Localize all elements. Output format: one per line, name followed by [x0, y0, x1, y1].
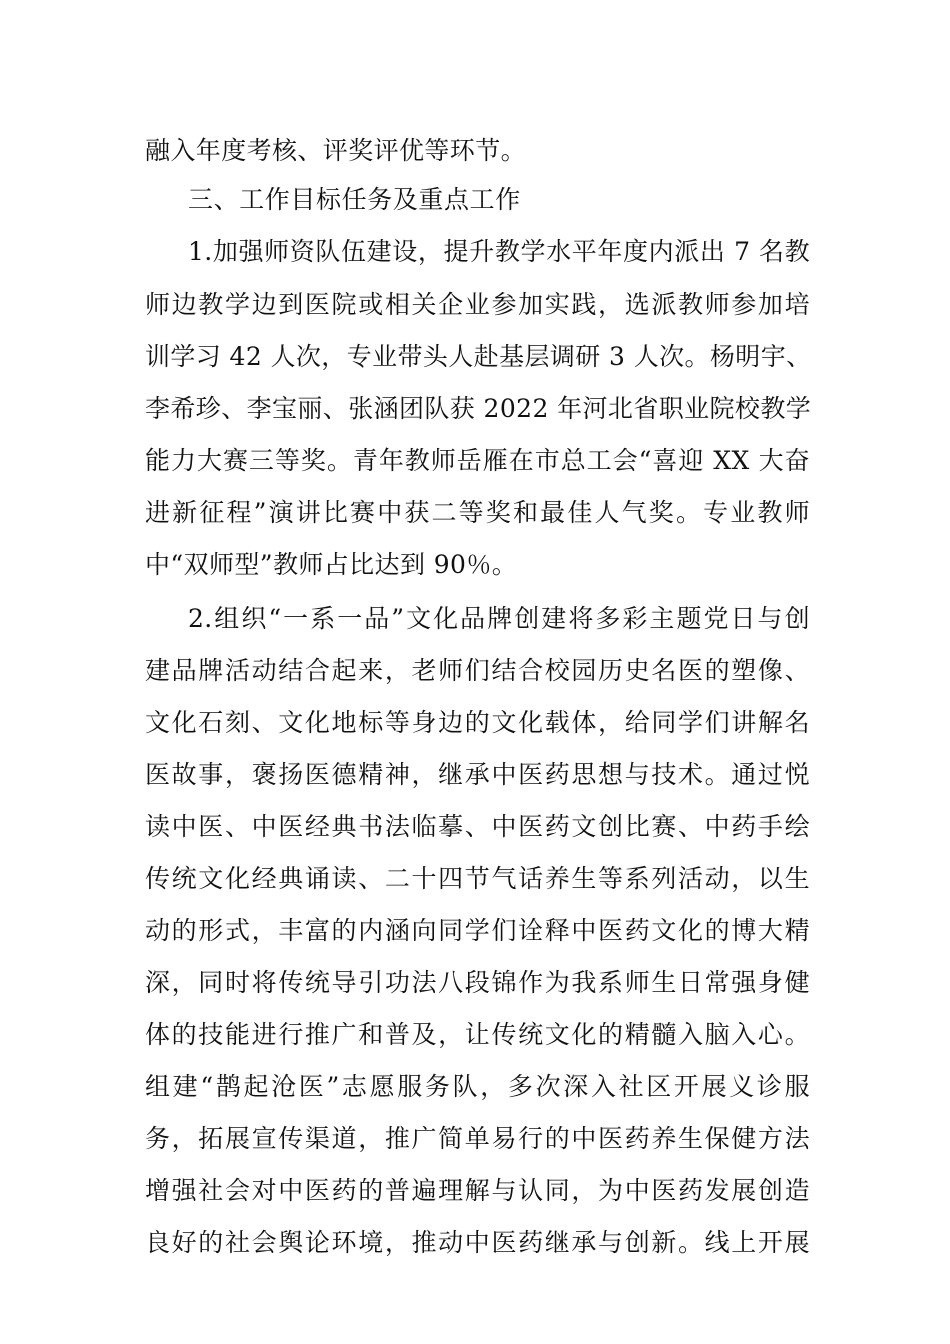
text-line-15: 传统文化经典诵读、二十四节气话养生等系列活动，以生	[145, 864, 810, 893]
text-line-14: 读中医、中医经典书法临摹、中医药文创比赛、中药手绘	[145, 812, 810, 841]
text-line-19: 组建“鹊起沧医”志愿服务队，多次深入社区开展义诊服	[145, 1072, 810, 1101]
text-line-9: 中“双师型”教师占比达到 90％。	[145, 550, 518, 579]
text-line-18: 体的技能进行推广和普及，让传统文化的精髓入脑入心。	[145, 1020, 810, 1049]
section-heading: 三、工作目标任务及重点工作	[188, 185, 521, 214]
text-line-8: 进新征程”演讲比赛中获二等奖和最佳人气奖。专业教师	[145, 498, 810, 527]
text-line-3: 1.加强师资队伍建设，提升教学水平年度内派出 7 名教	[188, 237, 810, 266]
text-line-6: 李希珍、李宝丽、张涵团队获 2022 年河北省职业院校教学	[145, 394, 812, 423]
text-line-21: 增强社会对中医药的普遍理解与认同，为中医药发展创造	[145, 1176, 810, 1205]
text-line-11: 建品牌活动结合起来，老师们结合校园历史名医的塑像、	[145, 656, 810, 685]
text-line-7: 能力大赛三等奖。青年教师岳雁在市总工会“喜迎 XX 大奋	[145, 446, 810, 475]
text-line-20: 务，拓展宣传渠道，推广简单易行的中医药养生保健方法	[145, 1124, 810, 1153]
text-line-16: 动的形式，丰富的内涵向同学们诠释中医药文化的博大精	[145, 916, 810, 945]
text-line-17: 深，同时将传统导引功法八段锦作为我系师生日常强身健	[145, 968, 810, 997]
text-line-1: 融入年度考核、评奖评优等环节。	[145, 136, 527, 165]
text-line-13: 医故事，褒扬医德精神，继承中医药思想与技术。通过悦	[145, 760, 810, 789]
text-line-22: 良好的社会舆论环境，推动中医药继承与创新。线上开展	[145, 1228, 810, 1257]
text-line-5: 训学习 42 人次，专业带头人赴基层调研 3 人次。杨明宇、	[145, 342, 812, 371]
text-line-12: 文化石刻、文化地标等身边的文化载体，给同学们讲解名	[145, 708, 810, 737]
text-line-10: 2.组织“一系一品”文化品牌创建将多彩主题党日与创	[188, 604, 810, 633]
text-line-4: 师边教学边到医院或相关企业参加实践，选派教师参加培	[145, 290, 810, 319]
